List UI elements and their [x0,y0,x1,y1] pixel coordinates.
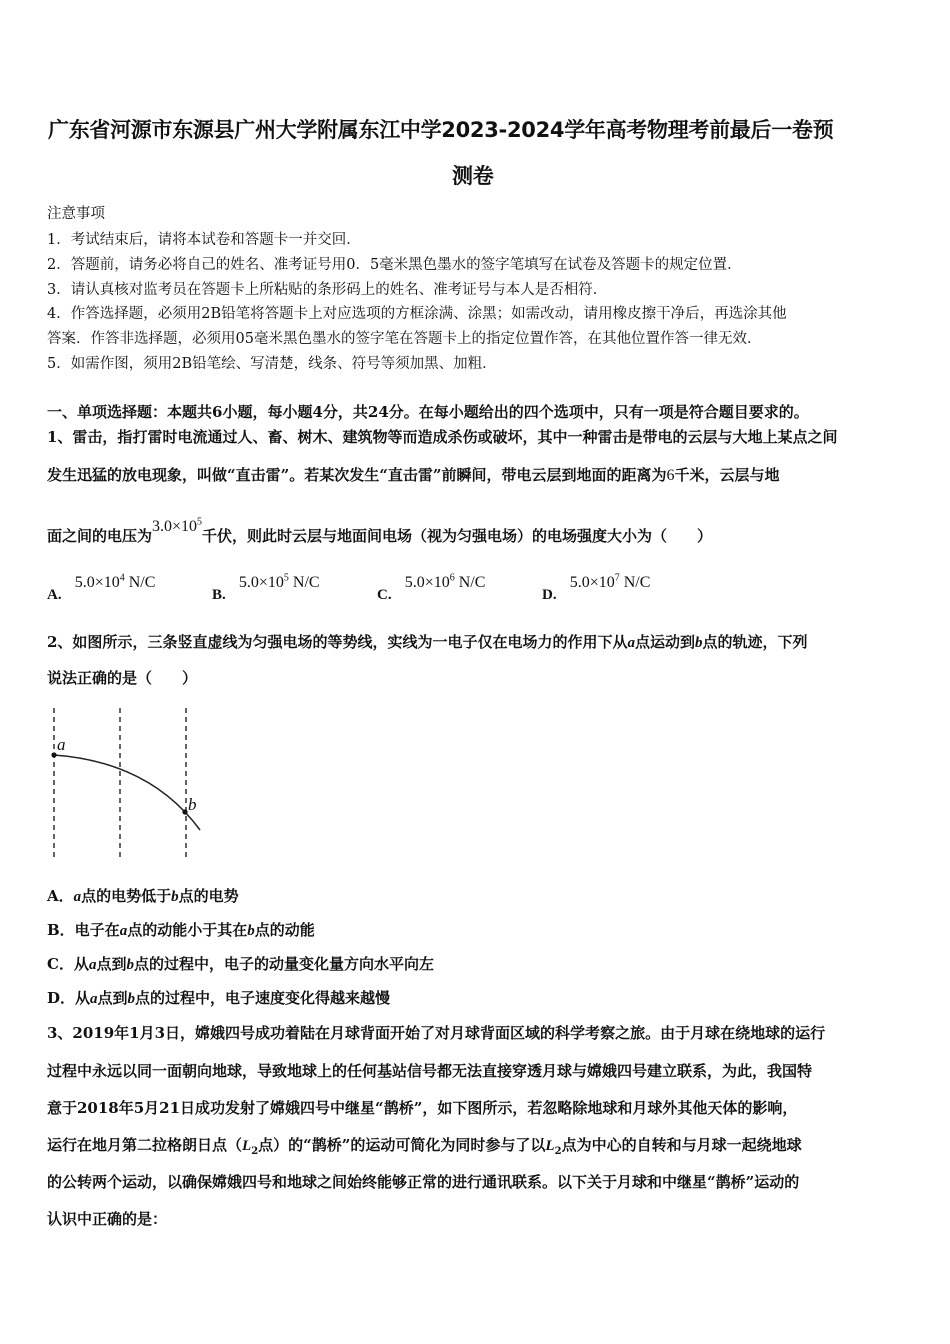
q2-option-d [47,987,390,1008]
equipotential-figure [40,700,220,865]
q1-distance: 6 [666,467,675,484]
q3-line5: 的公转两个运动，以确保嫦娥四号和地球之间始终能够正常的进行通讯联系。以下关于月球和中继星“鹊桥”运动的 [47,1173,800,1191]
q1-line2a: 发生迅猛的放电现象，叫做“直击雷”。若某次发生“直击雷”前瞬间，带电云层到地面的距离为 [47,466,667,484]
var-b: b [171,889,179,905]
opt-mid: 点到 [97,989,128,1007]
opt-post: 点的电势 [178,887,239,905]
q1-line3a: 面之间的电压为 [47,527,153,545]
var-L-sub: 2 [251,1146,259,1157]
option-mantissa: 5.0×10 [404,574,450,591]
option-exp: 6 [449,572,455,584]
opt-post: 点的动能 [254,921,315,939]
notice-item: 答案．作答非选择题，必须用05毫米黑色墨水的签字笔在答题卡上的指定位置作答，在其他位置作答一律无效． [47,331,762,347]
opt-pre: B．电子在 [47,921,120,939]
q1-line2 [47,464,780,485]
q2-line1b: 点运动到 [634,633,695,651]
notice-item: 3．请认真核对监考员在答题卡上所粘贴的条形码上的姓名、准考证号与本人是否相符． [47,282,608,298]
point-a-label: a [57,735,66,754]
q2-line2: 说法正确的是（ ） [47,669,198,687]
notice-item: 2．答题前，请务必将自己的姓名、准考证号用0．5毫米黑色墨水的签字笔填写在试卷及答题卡的规定位置． [47,257,742,273]
q1-line2b: 千米，云层与地 [674,466,780,484]
option-label: B. [212,587,226,603]
var-b: b [126,957,134,973]
q2-option-b [47,919,315,940]
var-L: L [242,1138,252,1154]
option-unit: N/C [458,574,486,591]
opt-mid: 点到 [96,955,127,973]
page-title-line2: 测卷 [452,164,494,188]
q2-line1c: 点的轨迹，下列 [702,633,808,651]
notice-item: 4．作答选择题，必须用2B铅笔将答题卡上对应选项的方框涂满、涂黑；如需改动，请用橡皮擦干净后，再选涂其他 [47,306,787,322]
q1-option-c [377,572,486,603]
option-value [75,574,156,591]
option-unit: N/C [128,574,156,591]
q2-line1a: 2、如图所示，三条竖直虚线为匀强电场的等势线，实线为一电子仅在电场力的作用下从 [47,633,628,651]
point-b-dot [182,809,187,814]
option-value [239,574,320,591]
q1-voltage [152,518,202,535]
q1-line1: 1、雷击，指打雷时电流通过人、畜、树木、建筑物等而造成杀伤或破坏，其中一种雷击是带电的云层与大地上某点之间 [47,428,838,446]
var-a: a [88,957,97,973]
option-mantissa: 5.0×10 [238,574,284,591]
opt-pre: C．从 [47,955,89,973]
var-b: b [127,991,136,1007]
option-value [405,574,486,591]
option-label: A. [47,587,62,603]
option-value [570,574,651,591]
var-b: b [247,923,255,939]
notice-item: 5．如需作图，须用2B铅笔绘、写清楚，线条、符号等须加黑、加粗． [47,356,497,372]
option-exp: 5 [283,572,289,584]
var-a: a [627,635,635,651]
electron-trajectory [54,755,200,830]
q1-option-a [47,572,156,603]
q3-line2: 过程中永远以同一面朝向地球，导致地球上的任何基站信号都无法直接穿透月球与嫦娥四号建立联系，为此，我国特 [47,1062,813,1080]
q3-line4a: 运行在地月第二拉格朗日点（ [47,1136,243,1154]
option-exp: 7 [614,572,620,584]
point-b-label: b [188,795,197,814]
section-heading: 一、单项选择题：本题共6小题，每小题4分，共24分。在每小题给出的四个选项中，只有一项是符合题目要求的。 [47,403,809,421]
option-mantissa: 5.0×10 [569,574,615,591]
q3-line4 [47,1134,802,1157]
q3-line1: 3、2019年1月3日，嫦娥四号成功着陆在月球背面开始了对月球背面区域的科学考察之旅。由于月球在绕地球的运行 [47,1024,826,1042]
q1-option-d [542,572,651,603]
q2-line1 [47,631,807,652]
point-a-dot [51,752,56,757]
q3-line3: 意于2018年5月21日成功发射了嫦娥四号中继星“鹊桥”，如下图所示，若忽略除地球和月球外其他天体的影响， [47,1099,798,1117]
opt-post: 点的过程中，电子的动量变化量方向水平向左 [133,955,434,973]
option-mantissa: 5.0×10 [74,574,120,591]
notice-heading: 注意事项 [47,206,105,222]
option-exp: 4 [119,572,125,584]
var-L-sub: 2 [554,1146,562,1157]
page-title-line1: 广东省河源市东源县广州大学附属东江中学2023-2024学年高考物理考前最后一卷预 [48,118,834,142]
option-label: D. [542,587,557,603]
opt-pre: A． [47,887,74,905]
opt-mid: 点的电势低于 [81,887,172,905]
opt-mid: 点的动能小于其在 [127,921,248,939]
opt-pre: D．从 [47,989,91,1007]
q1-line3b: 千伏，则此时云层与地面间电场（视为匀强电场）的电场强度大小为（ ） [202,527,713,545]
q1-voltage-exp: 5 [197,516,203,528]
var-a: a [90,991,98,1007]
var-b: b [694,635,703,651]
q1-voltage-mantissa: 3.0×10 [152,518,198,535]
notice-item: 1．考试结束后，请将本试卷和答题卡一并交回． [47,232,361,248]
q2-option-c [47,953,434,974]
var-L: L [545,1138,555,1154]
q3-line4b: 点）的“鹊桥”的运动可简化为同时参与了以 [258,1136,546,1154]
option-unit: N/C [623,574,651,591]
var-a: a [73,889,82,905]
option-label: C. [377,587,392,603]
q2-option-a [47,885,239,906]
var-a: a [119,923,128,939]
q1-line3 [47,516,713,546]
q1-option-b [212,572,320,603]
option-unit: N/C [292,574,320,591]
q3-line4c: 点为中心的自转和与月球一起绕地球 [561,1136,802,1154]
q3-line6: 认识中正确的是： [47,1210,168,1228]
opt-post: 点的过程中，电子速度变化得越来越慢 [135,989,391,1007]
